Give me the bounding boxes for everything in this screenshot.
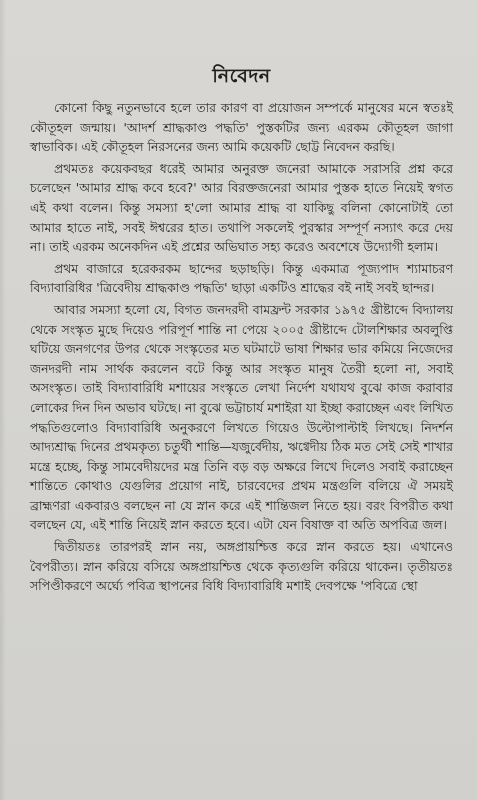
page-title: নিবেদন [212,65,271,87]
paragraph-1: কোনো কিছু নতুনভাবে হলে তার কারণ বা প্রয়োজন সম্পর্কে মানুষের মনে স্বতঃই কৌতূহল জন্মায়। 'আদর্শ শ্রাদ্ধকাণ্ড পদ্ধতি' পুস্তকটির জন্য এরকম কৌতূহল জাগা স্বাভাবিক। এই কৌতূহল নিরসনের জন্য আমি কয়েকটি ছোট্ট নিবেদন করছি। [30,100,453,155]
paragraph-2: প্রথমতঃ কয়েকবছর ধরেই আমার অনুরক্ত জনেরা আমাকে সরাসরি প্রশ্ন করে চলেছেন 'আমার শ্রাদ্ধ কবে হবে?' আর বিরক্তজনেরা আমার পুস্তক হাতে নিয়েই স্বগত এই কথা বলেন। কিন্তু সমস্যা হ'লো আমার শ্রাদ্ধ বা যাকিছু বলিনা কোনোটাই তো আমার হাতে নাই, সবই ঈশ্বরের হাত। তথাপি সকলেই পুরস্কার সম্পূর্ণ নস্যাৎ করে দেয় না। তাই এরকম অনেকদিন এই প্রশ্নের অভিঘাত সহ্য করেও অবশেষে উদ্যোগী হলাম। [30,160,453,255]
page-edge-shadow [0,0,6,800]
paragraph-5: দ্বিতীয়তঃ তারপরই স্নান নয়, অঙ্গপ্রায়শ্চিত্ত করে স্নান করতে হয়। এখানেও বৈপরীত্য। স্নান করিয়ে বসিয়ে অঙ্গপ্রায়শ্চিত্ত থেকে কৃত্যগুলি করিয়ে থাকেন। তৃতীয়তঃ সপিণ্ডীকরণে অর্ঘ্যে পবিত্র স্থাপনের বিধি বিদ্যাবারিধি মশাই দেবপক্ষে 'পবিত্রে স্থো [30,539,453,594]
paragraph-3: প্রথম বাজারে হরেকরকম ছান্দের ছড়াছড়ি। কিন্তু একমাত্র পূজ্যপাদ শ্যামাচরণ বিদ্যাবারিধির 'ত্রিবেদীয় শ্রাদ্ধকাণ্ড পদ্ধতি' ছাড়া একটিও শ্রাদ্ধের বই নাই সবই ছান্দর। [30,260,453,296]
paragraph-4: আবার সমস্যা হলো যে, বিগত জনদরদী বামফ্রন্ট সরকার ১৯৭৫ খ্রীষ্টাব্দে বিদ্যালয় থেকে সংস্কৃত মুছে দিয়েও পরিপূর্ণ শান্তি না পেয়ে ২০০৫ খ্রীষ্টাব্দে টোলশিক্ষার অবলুপ্তি ঘটিয়ে জনগণের উপর থেকে সংস্কৃতের মত ঘটমাটে ভাষা শিক্ষার ভার কমিয়ে নিজেদের জনদরদী নাম সার্থক করলেন বটে কিন্তু আর সংস্কৃত মানুষ তৈরী হলো না, সবাই অসংস্কৃত। তাই বিদ্যাবারিধি মশায়ের সংস্কৃতে লেখা নির্দেশ যথাযথ বুঝে কাজ করাবার লোকের দিন দিন অভাব ঘটছে। না বুঝে ভট্টাচার্য মশাইরা যা ইচ্ছা করাচ্ছেন এবং লিখিত পদ্ধতিগুলোও বিদ্যাবারিধি অনুকরণে লিখতে গিয়েও উল্টোপাল্টাই লিখছে। নিদর্শন আদ্যশ্রাদ্ধ দিনের প্রথমকৃত্য চতুর্থী শান্তি—যজুর্বেদীয়, ঋগ্বেদীয় ঠিক মত সেই সেই শাখার মন্ত্রে হচ্ছে, কিন্তু সামবেদীয়দের মন্ত্র তিনি বড় বড় অক্ষরে লিখে দিলেও সবাই করাচ্ছেন শান্তিতে কোথাও যেগুলির প্রয়োগ নাই, চারবেদের প্রথম মন্ত্রগুলি বলিয়ে ঐ সময়ই ব্রাহ্মণরা একবারও বলছেন না যে স্নান করে এই শান্তিজল নিতে হয়। বরং বিপরীত কথা বলছেন যে, এই শান্তি নিয়েই স্নান করতে হবে। এটা যেন বিষাক্ত বা অতি অপবিত্র জল। [30,301,453,533]
